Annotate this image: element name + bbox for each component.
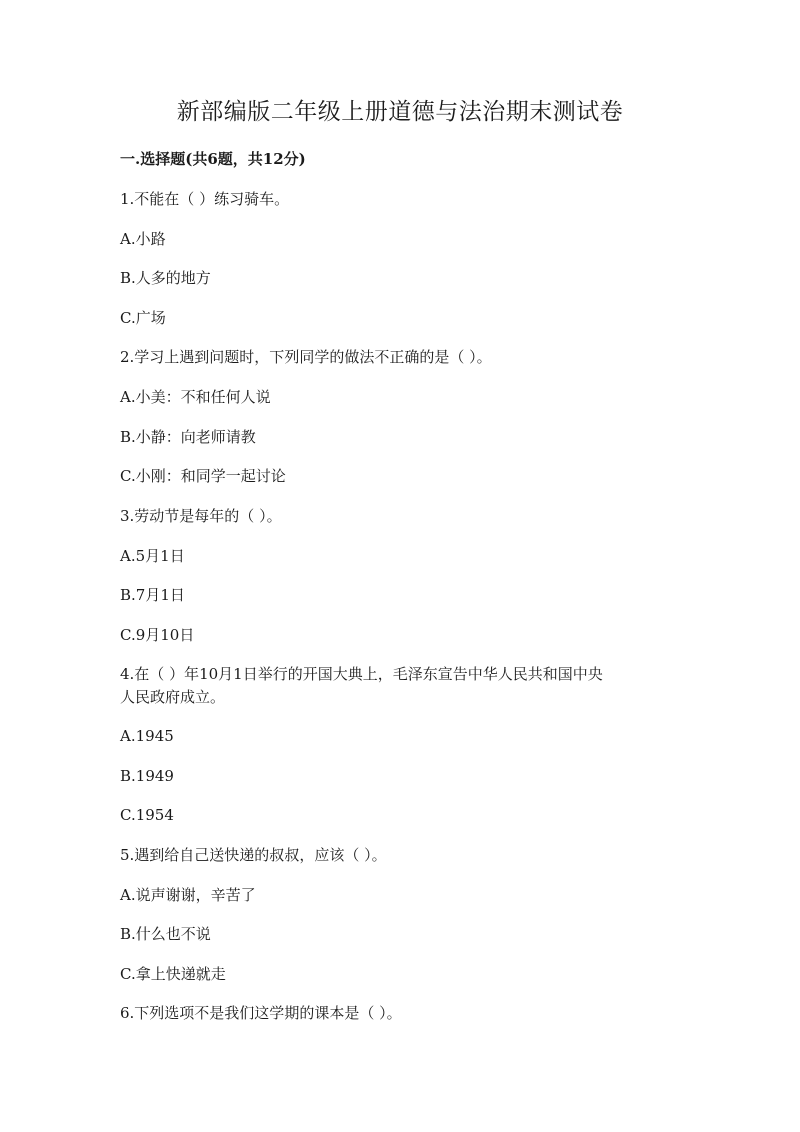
question-3-option-b: B.7月1日 xyxy=(120,586,185,604)
question-1-option-a: A.小路 xyxy=(120,230,166,248)
question-4-stem-line-2: 人民政府成立。 xyxy=(120,688,226,706)
question-5-option-c: C.拿上快递就走 xyxy=(120,965,226,983)
page-title: 新部编版二年级上册道德与法治期末测试卷 xyxy=(176,99,624,125)
question-2-option-c: C.小刚：和同学一起讨论 xyxy=(120,467,286,485)
question-5-stem: 5.遇到给自己送快递的叔叔，应该（ ）。 xyxy=(120,846,387,864)
section-heading: 一.选择题(共6题，共12分) xyxy=(120,150,306,168)
question-4-option-b: B.1949 xyxy=(120,767,174,785)
question-2-stem: 2.学习上遇到问题时，下列同学的做法不正确的是（ ）。 xyxy=(120,348,492,366)
question-1-stem: 1.不能在（ ）练习骑车。 xyxy=(120,190,290,208)
question-4-option-c: C.1954 xyxy=(120,806,174,824)
question-3-stem: 3.劳动节是每年的（ ）。 xyxy=(120,507,282,525)
question-3-option-a: A.5月1日 xyxy=(120,547,185,565)
question-4-option-a: A.1945 xyxy=(120,727,174,745)
question-2-option-b: B.小静：向老师请教 xyxy=(120,428,256,446)
question-2-option-a: A.小美：不和任何人说 xyxy=(120,388,271,406)
question-1-option-c: C.广场 xyxy=(120,309,166,327)
question-4-stem-line-1: 4.在（ ）年10月1日举行的开国大典上，毛泽东宣告中华人民共和国中央 xyxy=(120,665,603,683)
question-6-stem: 6.下列选项不是我们这学期的课本是（ ）。 xyxy=(120,1004,402,1022)
question-3-option-c: C.9月10日 xyxy=(120,626,195,644)
question-5-option-a: A.说声谢谢，辛苦了 xyxy=(120,886,256,904)
question-1-option-b: B.人多的地方 xyxy=(120,269,211,287)
question-5-option-b: B.什么也不说 xyxy=(120,925,211,943)
